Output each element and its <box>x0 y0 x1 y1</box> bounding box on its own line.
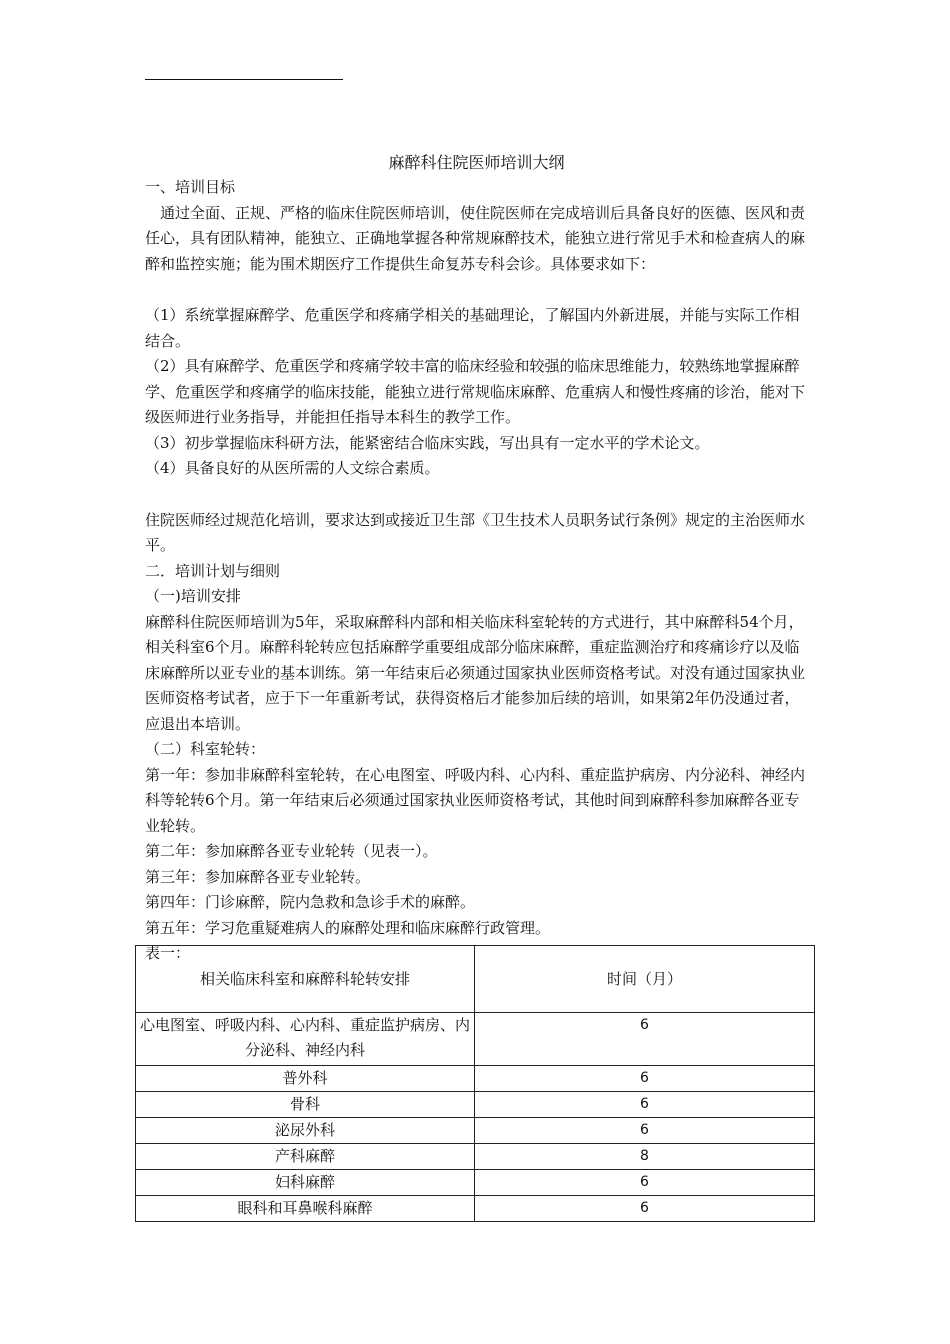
year-1: 第一年：参加非麻醉科室轮转，在心电图室、呼吸内科、心内科、重症监护病房、内分泌科、神经内科等轮转6个月。第一年结束后必须通过国家执业医师资格考试，其他时间到麻醉科参加麻醉各亚专业轮转。 <box>145 765 806 835</box>
year-2: 第二年：参加麻醉各亚专业轮转（见表一）。 <box>145 842 438 860</box>
year-4: 第四年：门诊麻醉，院内急救和急诊手术的麻醉。 <box>145 893 476 911</box>
table-cell-months: 6 <box>475 1170 815 1196</box>
year-3: 第三年：参加麻醉各亚专业轮转。 <box>145 867 371 886</box>
table-row <box>136 1144 815 1170</box>
document-title: 麻醉科住院医师培训大纲 <box>388 153 565 172</box>
sub1-heading: （一)培训安排 <box>145 587 241 605</box>
goal-item-2: （2）具有麻醉学、危重医学和疼痛学较丰富的临床经验和较强的临床思维能力，较熟练地掌握麻醉学、危重医学和疼痛学的临床技能，能独立进行常规临床麻醉、危重病人和慢性疼痛的诊治，能对下级医师进行业务指导，并能担任指导本科生的教学工作。 <box>145 357 806 426</box>
table-label: 表一： <box>145 944 191 962</box>
goal-item-3: （3）初步掌握临床科研方法，能紧密结合临床实践，写出具有一定水平的学术论文。 <box>145 433 710 452</box>
table-cell-dept: 眼科和耳鼻喉科麻醉 <box>136 1196 475 1222</box>
table-row <box>136 1118 815 1144</box>
goal-item-1: （1）系统掌握麻醉学、危重医学和疼痛学相关的基础理论，了解国内外新进展，并能与实际工作相结合。 <box>145 306 800 350</box>
table-cell-months: 8 <box>475 1144 815 1170</box>
table-cell-months: 6 <box>475 1013 815 1066</box>
table-cell-dept: 普外科 <box>136 1066 475 1092</box>
document-body <box>145 150 808 967</box>
section1-conclusion: 住院医师经过规范化培训，要求达到或接近卫生部《卫生技术人员职务试行条例》规定的主治医师水平。 <box>145 510 806 554</box>
rotation-table <box>135 945 815 1222</box>
table-cell-months: 6 <box>475 1066 815 1092</box>
sub1-text: 麻醉科住院医师培训为5年，采取麻醉科内部和相关临床科室轮转的方式进行，其中麻醉科54个月，相关科室6个月。麻醉科轮转应包括麻醉学重要组成部分临床麻醉，重症监测治疗和疼痛诊疗以及临床麻醉所以亚专业的基本训练。第一年结束后必须通过国家执业医师资格考试。对没有通过国家执业医师资格考试者，应于下一年重新考试，获得资格后才能参加后续的培训，如果第2年仍没通过者，应退出本培训。 <box>145 612 806 733</box>
table-cell-months: 6 <box>475 1092 815 1118</box>
table-header-dept: 相关临床科室和麻醉科轮转安排 <box>136 946 475 1013</box>
section1-intro: 通过全面、正规、严格的临床住院医师培训，使住院医师在完成培训后具备良好的医德、医风和责任心，具有团队精神，能独立、正确地掌握各种常规麻醉技术，能独立进行常见手术和检查病人的麻醉和监控实施；能为围术期医疗工作提供生命复苏专科会诊。具体要求如下： <box>145 203 806 273</box>
table-cell-dept: 泌尿外科 <box>136 1118 475 1144</box>
table-header-row <box>136 946 815 1013</box>
table-header-months: 时间（月） <box>475 946 815 1013</box>
year-5: 第五年：学习危重疑难病人的麻醉处理和临床麻醉行政管理。 <box>145 918 551 937</box>
table-row <box>136 1196 815 1222</box>
table-row <box>136 1066 815 1092</box>
table-cell-dept: 妇科麻醉 <box>136 1170 475 1196</box>
table-row <box>136 1170 815 1196</box>
goal-item-4: （4）具备良好的从医所需的人文综合素质。 <box>145 459 440 477</box>
table-cell-months: 6 <box>475 1196 815 1222</box>
table-cell-dept: 心电图室、呼吸内科、心内科、重症监护病房、内分泌科、神经内科 <box>136 1013 475 1066</box>
table-cell-months: 6 <box>475 1118 815 1144</box>
section2-heading: 二．培训计划与细则 <box>145 561 281 580</box>
table-cell-dept: 产科麻醉 <box>136 1144 475 1170</box>
table-cell-dept: 骨科 <box>136 1092 475 1118</box>
header-rule <box>145 79 343 80</box>
table-row <box>136 1013 815 1066</box>
sub2-heading: （二）科室轮转： <box>145 740 266 758</box>
table-row <box>136 1092 815 1118</box>
section1-heading: 一、培训目标 <box>145 178 236 196</box>
